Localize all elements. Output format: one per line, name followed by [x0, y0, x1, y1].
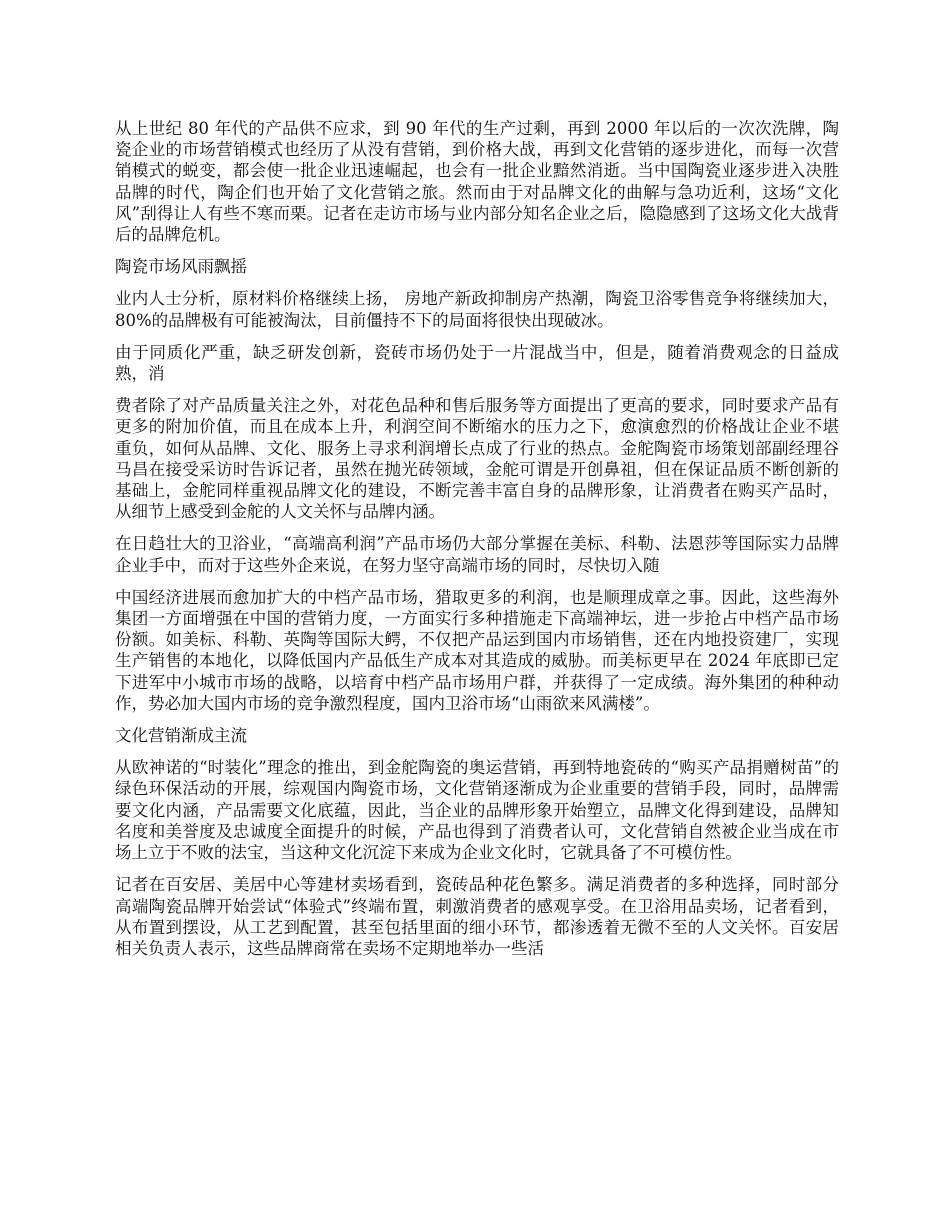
document-page [115, 118, 839, 970]
paragraph-consumer-demands: 费者除了对产品质量关注之外，对花色品种和售后服务等方面提出了更高的要求，同时要求产品有更多的附加价值，而且在成本上升，利润空间不断缩水的压力之下，愈演愈烈的价格战让企业不堪重负，如何从品牌、文化、服务上寻求利润增长点成了行业的热点。金舵陶瓷市场策划部副经理谷马昌在接受采访时告诉记者，虽然在抛光砖领域，金舵可谓是开创鼻祖，但在保证品质不断创新的基础上，金舵同样重视品牌文化的建设，不断完善丰富自身的品牌形象，让消费者在购买产品时，从细节上感受到金舵的人文关怀与品牌内涵。 [115, 396, 839, 522]
paragraph-industry-analysis: 业内人士分析，原材料价格继续上扬， 房地产新政抑制房产热潮，陶瓷卫浴零售竞争将继续加大，80%的品牌极有可能被淘汰，目前僵持不下的局面将很快出现破冰。 [115, 289, 839, 330]
paragraph-sanitary-market: 在日趋壮大的卫浴业，“高端高利润”产品市场仍大部分掌握在美标、科勒、法恩莎等国际实力品牌企业手中，而对于这些外企来说，在努力坚守高端市场的同时，尽快切入随 [115, 534, 839, 575]
section-heading-market: 陶瓷市场风雨飘摇 [115, 257, 247, 277]
paragraph-mid-range-market: 中国经济进展而愈加扩大的中档产品市场，猎取更多的利润，也是顺理成章之事。因此，这些海外集团一方面增强在中国的营销力度，一方面实行多种措施走下高端神坛，进一步抢占中档产品市场份额。如美标、科勒、英陶等国际大鳄，不仅把产品运到国内市场销售，还在内地投资建厂，实现生产销售的本地化，以降低国内产品低生产成本对其造成的威胁。而美标更早在 2024 年底即已定下进军中小城市市场的战略，以培育中档产品市场用户群，并获得了一定成绩。海外集团的种种动作，势必加大国内市场的竞争激烈程度，国内卫浴市场“山雨欲来风满楼”。 [115, 587, 839, 713]
paragraph-homogenization: 由于同质化严重，缺乏研发创新，瓷砖市场仍处于一片混战当中，但是，随着消费观念的日益成熟，消 [115, 342, 839, 384]
paragraph-cultural-marketing: 从欧神诺的“时装化”理念的推出，到金舵陶瓷的奥运营销，再到特地瓷砖的“购买产品捐赠树苗”的绿色环保活动的开展，综观国内陶瓷市场，文化营销逐渐成为企业重要的营销手段，同时，品牌需要文化内涵，产品需要文化底蕴，因此，当企业的品牌形象开始塑立，品牌文化得到建设，品牌知名度和美誉度及忠诚度全面提升的时候，产品也得到了消费者认可，文化营销自然被企业当成在市场上立于不败的法宝，当这种文化沉淀下来成为企业文化时，它就具备了不可模仿性。 [115, 758, 839, 863]
intro-paragraph: 从上世纪 80 年代的产品供不应求，到 90 年代的生产过剩，再到 2000 年以后的一次次洗牌，陶瓷企业的市场营销模式也经历了从没有营销，到价格大战，再到文化营销的逐步进化，而每一次营销模式的蜕变，都会使一批企业迅速崛起，也会有一批企业黯然消逝。当中国陶瓷业逐步进入决胜品牌的时代，陶企们也开始了文化营销之旅。然而由于对品牌文化的曲解与急功近利，这场“文化风”刮得让人有些不寒而栗。记者在走访市场与业内部分知名企业之后，隐隐感到了这场文化大战背后的品牌危机。 [115, 119, 839, 245]
paragraph-store-visit: 记者在百安居、美居中心等建材卖场看到，瓷砖品种花色繁多。满足消费者的多种选择，同时部分高端陶瓷品牌开始尝试“体验式”终端布置，刺激消费者的感观享受。在卫浴用品卖场，记者看到，从布置到摆设，从工艺到配置，甚至包括里面的细小环节，都渗透着无微不至的人文关怀。百安居相关负责人表示，这些品牌商常在卖场不定期地举办一些活 [115, 875, 839, 958]
section-heading-culture: 文化营销渐成主流 [115, 726, 247, 746]
